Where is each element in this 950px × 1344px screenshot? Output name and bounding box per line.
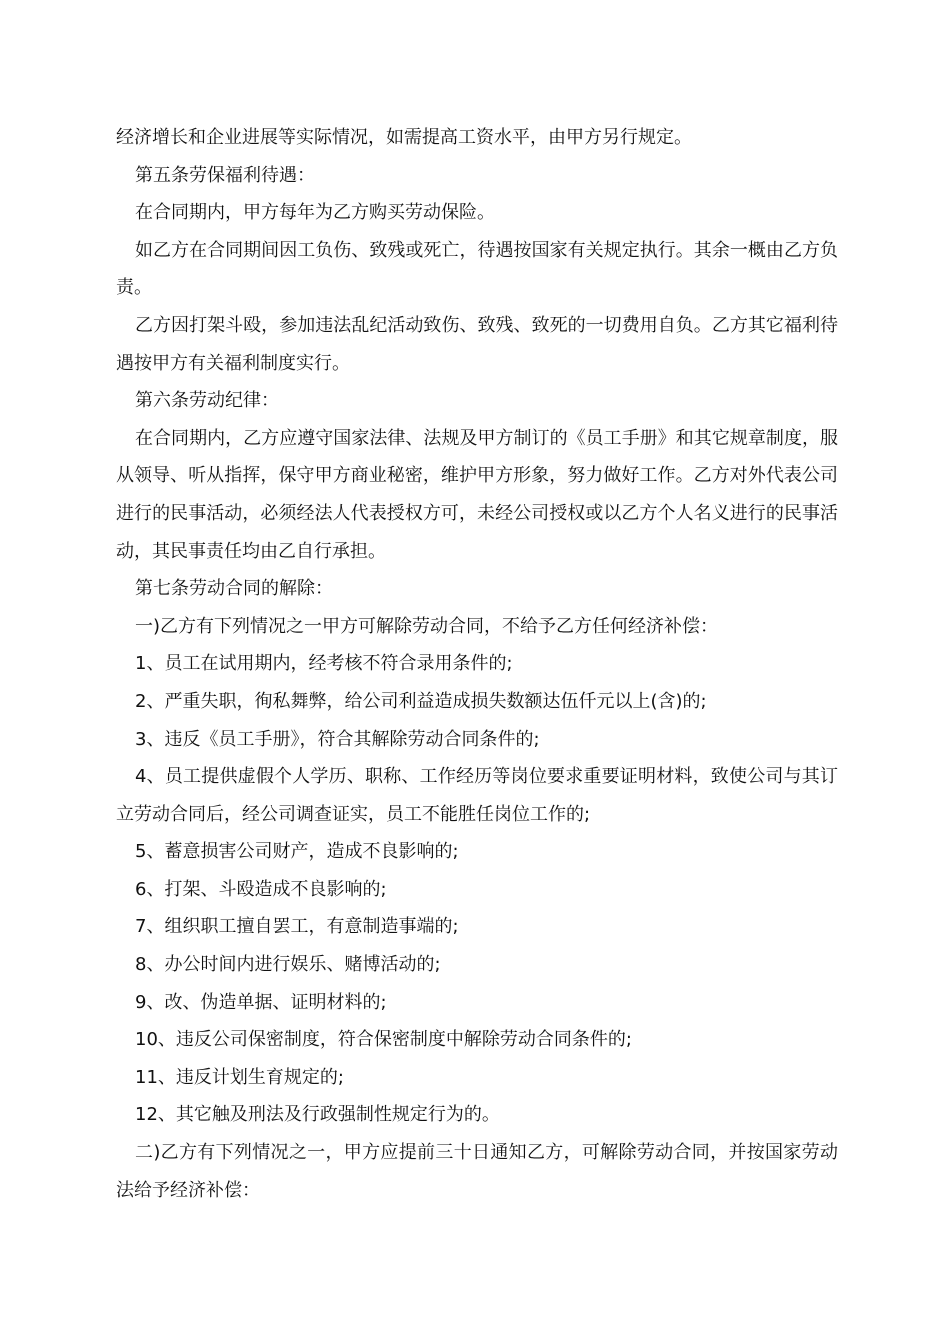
list-item-4: 4、员工提供虚假个人学历、职称、工作经历等岗位要求重要证明材料，致使公司与其订立劳动合同后，经公司调查证实，员工不能胜任岗位工作的;	[116, 766, 838, 825]
list-item-1: 1、员工在试用期内，经考核不符合录用条件的;	[135, 653, 513, 675]
list-item-8: 8、办公时间内进行娱乐、赌博活动的;	[135, 954, 441, 976]
paragraph-discipline: 在合同期内，乙方应遵守国家法律、法规及甲方制订的《员工手册》和其它规章制度，服从领导、听从指挥，保守甲方商业秘密，维护甲方形象，努力做好工作。乙方对外代表公司进行的民事活动，必须经法人代表授权方可，未经公司授权或以乙方个人名义进行的民事活动，其民事责任均由乙自行承担。	[116, 427, 838, 562]
paragraph-termination-with-notice: 二)乙方有下列情况之一，甲方应提前三十日通知乙方，可解除劳动合同，并按国家劳动法给予经济补偿：	[116, 1142, 838, 1201]
list-item-12: 12、其它触及刑法及行政强制性规定行为的。	[135, 1104, 500, 1126]
paragraph-insurance: 在合同期内，甲方每年为乙方购买劳动保险。	[135, 202, 495, 224]
list-item-5: 5、蓄意损害公司财产，造成不良影响的;	[135, 841, 459, 863]
paragraph-termination-without-compensation: 一)乙方有下列情况之一甲方可解除劳动合同，不给予乙方任何经济补偿：	[135, 615, 719, 637]
list-item-11: 11、违反计划生育规定的;	[135, 1066, 344, 1088]
list-item-7: 7、组织职工擅自罢工，有意制造事端的;	[135, 916, 459, 938]
list-item-3: 3、违反《员工手册》，符合其解除劳动合同条件的;	[135, 728, 540, 750]
list-item-2: 2、严重失职，徇私舞弊，给公司利益造成损失数额达伍仟元以上(含)的;	[135, 690, 707, 712]
paragraph-fight-costs: 乙方因打架斗殴，参加违法乱纪活动致伤、致残、致死的一切费用自负。乙方其它福利待遇按甲方有关福利制度实行。	[116, 314, 838, 374]
heading-article-5: 第五条劳保福利待遇：	[135, 164, 315, 186]
paragraph-injury: 如乙方在合同期间因工负伤、致残或死亡，待遇按国家有关规定执行。其余一概由乙方负责。	[116, 239, 838, 299]
paragraph-wage-continuation: 经济增长和企业进展等实际情况，如需提高工资水平，由甲方另行规定。	[116, 127, 692, 148]
heading-article-6: 第六条劳动纪律：	[135, 390, 279, 412]
heading-article-7: 第七条劳动合同的解除：	[135, 578, 333, 600]
list-item-10: 10、违反公司保密制度，符合保密制度中解除劳动合同条件的;	[135, 1029, 632, 1051]
list-item-9: 9、改、伪造单据、证明材料的;	[135, 991, 387, 1013]
list-item-6: 6、打架、斗殴造成不良影响的;	[135, 878, 387, 900]
document-body	[116, 119, 838, 1209]
